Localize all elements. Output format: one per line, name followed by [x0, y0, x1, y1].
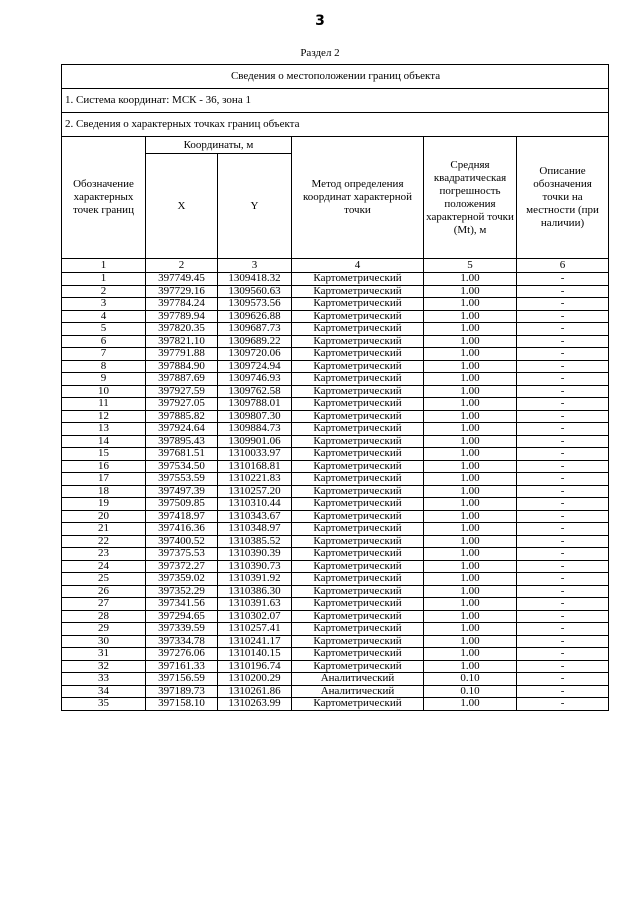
point-number: 20 — [62, 510, 146, 523]
mean-error: 1.00 — [424, 298, 517, 311]
coord-x: 397820.35 — [146, 323, 218, 336]
point-number: 12 — [62, 410, 146, 423]
coord-x: 397553.59 — [146, 473, 218, 486]
coord-x: 397729.16 — [146, 285, 218, 298]
method: Картометрический — [292, 610, 424, 623]
point-number: 2 — [62, 285, 146, 298]
table-row — [62, 273, 609, 286]
mean-error: 1.00 — [424, 535, 517, 548]
method: Картометрический — [292, 523, 424, 536]
mean-error: 1.00 — [424, 410, 517, 423]
point-description: - — [517, 610, 609, 623]
coord-x: 397749.45 — [146, 273, 218, 286]
coord-y: 1309687.73 — [218, 323, 292, 336]
point-number: 26 — [62, 585, 146, 598]
mean-error: 1.00 — [424, 273, 517, 286]
coord-y: 1310385.52 — [218, 535, 292, 548]
header-error: Средняя квадратическая погрешность положения характерной точки (Mt), м — [424, 137, 517, 259]
column-number: 4 — [292, 259, 424, 273]
point-number: 8 — [62, 360, 146, 373]
method: Картометрический — [292, 448, 424, 461]
mean-error: 1.00 — [424, 648, 517, 661]
coord-x: 397534.50 — [146, 460, 218, 473]
table-row — [62, 673, 609, 686]
mean-error: 0.10 — [424, 685, 517, 698]
table-row — [62, 535, 609, 548]
column-number: 1 — [62, 259, 146, 273]
table-row — [62, 473, 609, 486]
point-number: 23 — [62, 548, 146, 561]
coord-y: 1310386.30 — [218, 585, 292, 598]
mean-error: 1.00 — [424, 510, 517, 523]
table-row — [62, 298, 609, 311]
coordinate-system: 1. Система координат: МСК - 36, зона 1 — [62, 89, 609, 113]
table-row — [62, 623, 609, 636]
coord-x: 397294.65 — [146, 610, 218, 623]
table-row — [62, 348, 609, 361]
coord-y: 1309788.01 — [218, 398, 292, 411]
coord-y: 1310302.07 — [218, 610, 292, 623]
point-number: 7 — [62, 348, 146, 361]
mean-error: 1.00 — [424, 573, 517, 586]
coord-x: 397334.78 — [146, 635, 218, 648]
point-description: - — [517, 685, 609, 698]
column-numbers-row — [62, 259, 609, 273]
coord-x: 397158.10 — [146, 698, 218, 711]
method: Картометрический — [292, 373, 424, 386]
mean-error: 1.00 — [424, 435, 517, 448]
coord-y: 1310241.17 — [218, 635, 292, 648]
point-description: - — [517, 310, 609, 323]
point-number: 21 — [62, 523, 146, 536]
header-designation: Обозначение характерных точек границ — [62, 137, 146, 259]
point-description: - — [517, 573, 609, 586]
method: Картометрический — [292, 623, 424, 636]
coord-y: 1309807.30 — [218, 410, 292, 423]
coord-y: 1310261.86 — [218, 685, 292, 698]
coord-y: 1309762.58 — [218, 385, 292, 398]
point-description: - — [517, 323, 609, 336]
point-number: 3 — [62, 298, 146, 311]
coord-x: 397359.02 — [146, 573, 218, 586]
coord-x: 397161.33 — [146, 660, 218, 673]
method: Картометрический — [292, 485, 424, 498]
mean-error: 1.00 — [424, 660, 517, 673]
point-description: - — [517, 448, 609, 461]
coord-x: 397509.85 — [146, 498, 218, 511]
method: Картометрический — [292, 273, 424, 286]
mean-error: 1.00 — [424, 360, 517, 373]
mean-error: 1.00 — [424, 460, 517, 473]
coord-x: 397924.64 — [146, 423, 218, 436]
method: Картометрический — [292, 498, 424, 511]
method: Картометрический — [292, 598, 424, 611]
point-number: 19 — [62, 498, 146, 511]
point-number: 34 — [62, 685, 146, 698]
mean-error: 1.00 — [424, 623, 517, 636]
coord-y: 1310391.92 — [218, 573, 292, 586]
coord-x: 397821.10 — [146, 335, 218, 348]
coord-x: 397400.52 — [146, 535, 218, 548]
table-row — [62, 385, 609, 398]
point-number: 35 — [62, 698, 146, 711]
point-description: - — [517, 335, 609, 348]
header-method: Метод определения координат характерной точки — [292, 137, 424, 259]
point-description: - — [517, 585, 609, 598]
method: Картометрический — [292, 310, 424, 323]
coord-y: 1310140.15 — [218, 648, 292, 661]
point-description: - — [517, 635, 609, 648]
point-number: 16 — [62, 460, 146, 473]
point-number: 33 — [62, 673, 146, 686]
point-description: - — [517, 648, 609, 661]
mean-error: 1.00 — [424, 610, 517, 623]
coord-x: 397372.27 — [146, 560, 218, 573]
coord-x: 397497.39 — [146, 485, 218, 498]
coord-y: 1310310.44 — [218, 498, 292, 511]
method: Аналитический — [292, 685, 424, 698]
point-number: 27 — [62, 598, 146, 611]
point-number: 14 — [62, 435, 146, 448]
coord-y: 1309746.93 — [218, 373, 292, 386]
point-number: 30 — [62, 635, 146, 648]
point-description: - — [517, 373, 609, 386]
method: Аналитический — [292, 673, 424, 686]
table-row — [62, 310, 609, 323]
table-row — [62, 410, 609, 423]
point-number: 32 — [62, 660, 146, 673]
header-y: Y — [218, 154, 292, 259]
boundary-points-table — [61, 64, 609, 711]
point-number: 17 — [62, 473, 146, 486]
mean-error: 1.00 — [424, 373, 517, 386]
table-row — [62, 685, 609, 698]
point-number: 4 — [62, 310, 146, 323]
point-number: 31 — [62, 648, 146, 661]
mean-error: 1.00 — [424, 635, 517, 648]
coord-x: 397156.59 — [146, 673, 218, 686]
coord-x: 397887.69 — [146, 373, 218, 386]
coord-y: 1310257.41 — [218, 623, 292, 636]
point-description: - — [517, 523, 609, 536]
table-row — [62, 610, 609, 623]
table-row — [62, 523, 609, 536]
point-number: 28 — [62, 610, 146, 623]
method: Картометрический — [292, 323, 424, 336]
point-number: 10 — [62, 385, 146, 398]
coord-x: 397784.24 — [146, 298, 218, 311]
method: Картометрический — [292, 460, 424, 473]
coord-y: 1309884.73 — [218, 423, 292, 436]
method: Картометрический — [292, 510, 424, 523]
coord-y: 1310200.29 — [218, 673, 292, 686]
coord-y: 1310263.99 — [218, 698, 292, 711]
table-row — [62, 448, 609, 461]
method: Картометрический — [292, 410, 424, 423]
header-coordinates: Координаты, м — [146, 137, 292, 154]
table-row — [62, 335, 609, 348]
coord-x: 397418.97 — [146, 510, 218, 523]
method: Картометрический — [292, 385, 424, 398]
table-row — [62, 598, 609, 611]
coord-y: 1310221.83 — [218, 473, 292, 486]
coord-x: 397885.82 — [146, 410, 218, 423]
point-number: 18 — [62, 485, 146, 498]
point-description: - — [517, 673, 609, 686]
coord-x: 397276.06 — [146, 648, 218, 661]
point-description: - — [517, 385, 609, 398]
mean-error: 1.00 — [424, 473, 517, 486]
point-description: - — [517, 423, 609, 436]
mean-error: 1.00 — [424, 398, 517, 411]
method: Картометрический — [292, 548, 424, 561]
method: Картометрический — [292, 660, 424, 673]
coord-y: 1310390.39 — [218, 548, 292, 561]
coord-x: 397189.73 — [146, 685, 218, 698]
mean-error: 1.00 — [424, 485, 517, 498]
coord-x: 397416.36 — [146, 523, 218, 536]
table-row — [62, 648, 609, 661]
point-description: - — [517, 623, 609, 636]
point-description: - — [517, 398, 609, 411]
coord-y: 1310257.20 — [218, 485, 292, 498]
method: Картометрический — [292, 298, 424, 311]
point-number: 13 — [62, 423, 146, 436]
coord-x: 397791.88 — [146, 348, 218, 361]
coord-y: 1309418.32 — [218, 273, 292, 286]
mean-error: 1.00 — [424, 560, 517, 573]
coord-y: 1309689.22 — [218, 335, 292, 348]
point-description: - — [517, 473, 609, 486]
point-description: - — [517, 285, 609, 298]
point-description: - — [517, 660, 609, 673]
method: Картометрический — [292, 473, 424, 486]
coord-y: 1310343.67 — [218, 510, 292, 523]
point-number: 29 — [62, 623, 146, 636]
coord-y: 1310348.97 — [218, 523, 292, 536]
coord-x: 397927.05 — [146, 398, 218, 411]
mean-error: 1.00 — [424, 523, 517, 536]
column-number: 2 — [146, 259, 218, 273]
table-row — [62, 548, 609, 561]
mean-error: 1.00 — [424, 598, 517, 611]
table-row — [62, 323, 609, 336]
method: Картометрический — [292, 285, 424, 298]
mean-error: 1.00 — [424, 498, 517, 511]
table-row — [62, 660, 609, 673]
coord-x: 397927.59 — [146, 385, 218, 398]
method: Картометрический — [292, 398, 424, 411]
method: Картометрический — [292, 335, 424, 348]
mean-error: 0.10 — [424, 673, 517, 686]
table-row — [62, 398, 609, 411]
table-row — [62, 373, 609, 386]
column-number: 5 — [424, 259, 517, 273]
column-number: 6 — [517, 259, 609, 273]
coord-y: 1310390.73 — [218, 560, 292, 573]
point-number: 6 — [62, 335, 146, 348]
table-row — [62, 510, 609, 523]
method: Картометрический — [292, 360, 424, 373]
coord-x: 397681.51 — [146, 448, 218, 461]
coord-x: 397895.43 — [146, 435, 218, 448]
point-number: 5 — [62, 323, 146, 336]
point-description: - — [517, 535, 609, 548]
mean-error: 1.00 — [424, 585, 517, 598]
point-description: - — [517, 360, 609, 373]
mean-error: 1.00 — [424, 548, 517, 561]
method: Картометрический — [292, 535, 424, 548]
mean-error: 1.00 — [424, 698, 517, 711]
coord-y: 1309724.94 — [218, 360, 292, 373]
point-number: 25 — [62, 573, 146, 586]
mean-error: 1.00 — [424, 335, 517, 348]
point-description: - — [517, 598, 609, 611]
page-number: 3 — [315, 13, 325, 29]
point-description: - — [517, 460, 609, 473]
coord-x: 397339.59 — [146, 623, 218, 636]
point-description: - — [517, 498, 609, 511]
mean-error: 1.00 — [424, 310, 517, 323]
coord-x: 397375.53 — [146, 548, 218, 561]
mean-error: 1.00 — [424, 423, 517, 436]
method: Картометрический — [292, 585, 424, 598]
point-description: - — [517, 548, 609, 561]
coord-y: 1309720.06 — [218, 348, 292, 361]
point-description: - — [517, 698, 609, 711]
point-number: 9 — [62, 373, 146, 386]
mean-error: 1.00 — [424, 448, 517, 461]
coord-y: 1309560.63 — [218, 285, 292, 298]
coord-y: 1309573.56 — [218, 298, 292, 311]
points-heading: 2. Сведения о характерных точках границ объекта — [62, 113, 609, 137]
point-description: - — [517, 348, 609, 361]
coord-y: 1310168.81 — [218, 460, 292, 473]
point-description: - — [517, 485, 609, 498]
mean-error: 1.00 — [424, 323, 517, 336]
method: Картометрический — [292, 573, 424, 586]
mean-error: 1.00 — [424, 348, 517, 361]
coord-y: 1310391.63 — [218, 598, 292, 611]
table-row — [62, 485, 609, 498]
table-row — [62, 560, 609, 573]
point-number: 24 — [62, 560, 146, 573]
point-number: 15 — [62, 448, 146, 461]
header-description: Описание обозначения точки на местности (при наличии) — [517, 137, 609, 259]
method: Картометрический — [292, 698, 424, 711]
point-number: 1 — [62, 273, 146, 286]
point-description: - — [517, 298, 609, 311]
table-row — [62, 635, 609, 648]
coord-x: 397884.90 — [146, 360, 218, 373]
mean-error: 1.00 — [424, 285, 517, 298]
coord-x: 397341.56 — [146, 598, 218, 611]
method: Картометрический — [292, 423, 424, 436]
method: Картометрический — [292, 348, 424, 361]
table-row — [62, 435, 609, 448]
coord-y: 1309626.88 — [218, 310, 292, 323]
method: Картометрический — [292, 435, 424, 448]
table-row — [62, 585, 609, 598]
section-label: Раздел 2 — [300, 47, 340, 59]
point-description: - — [517, 410, 609, 423]
coord-y: 1309901.06 — [218, 435, 292, 448]
point-number: 22 — [62, 535, 146, 548]
table-row — [62, 460, 609, 473]
point-description: - — [517, 435, 609, 448]
method: Картометрический — [292, 560, 424, 573]
point-description: - — [517, 273, 609, 286]
header-x: X — [146, 154, 218, 259]
table-title: Сведения о местоположении границ объекта — [62, 65, 609, 89]
table-row — [62, 423, 609, 436]
table-row — [62, 285, 609, 298]
mean-error: 1.00 — [424, 385, 517, 398]
coord-y: 1310033.97 — [218, 448, 292, 461]
coord-x: 397352.29 — [146, 585, 218, 598]
point-description: - — [517, 510, 609, 523]
method: Картометрический — [292, 635, 424, 648]
point-number: 11 — [62, 398, 146, 411]
table-row — [62, 698, 609, 711]
table-row — [62, 360, 609, 373]
table-row — [62, 498, 609, 511]
coord-x: 397789.94 — [146, 310, 218, 323]
coord-y: 1310196.74 — [218, 660, 292, 673]
point-description: - — [517, 560, 609, 573]
table-row — [62, 573, 609, 586]
table-body — [62, 273, 609, 711]
method: Картометрический — [292, 648, 424, 661]
column-number: 3 — [218, 259, 292, 273]
